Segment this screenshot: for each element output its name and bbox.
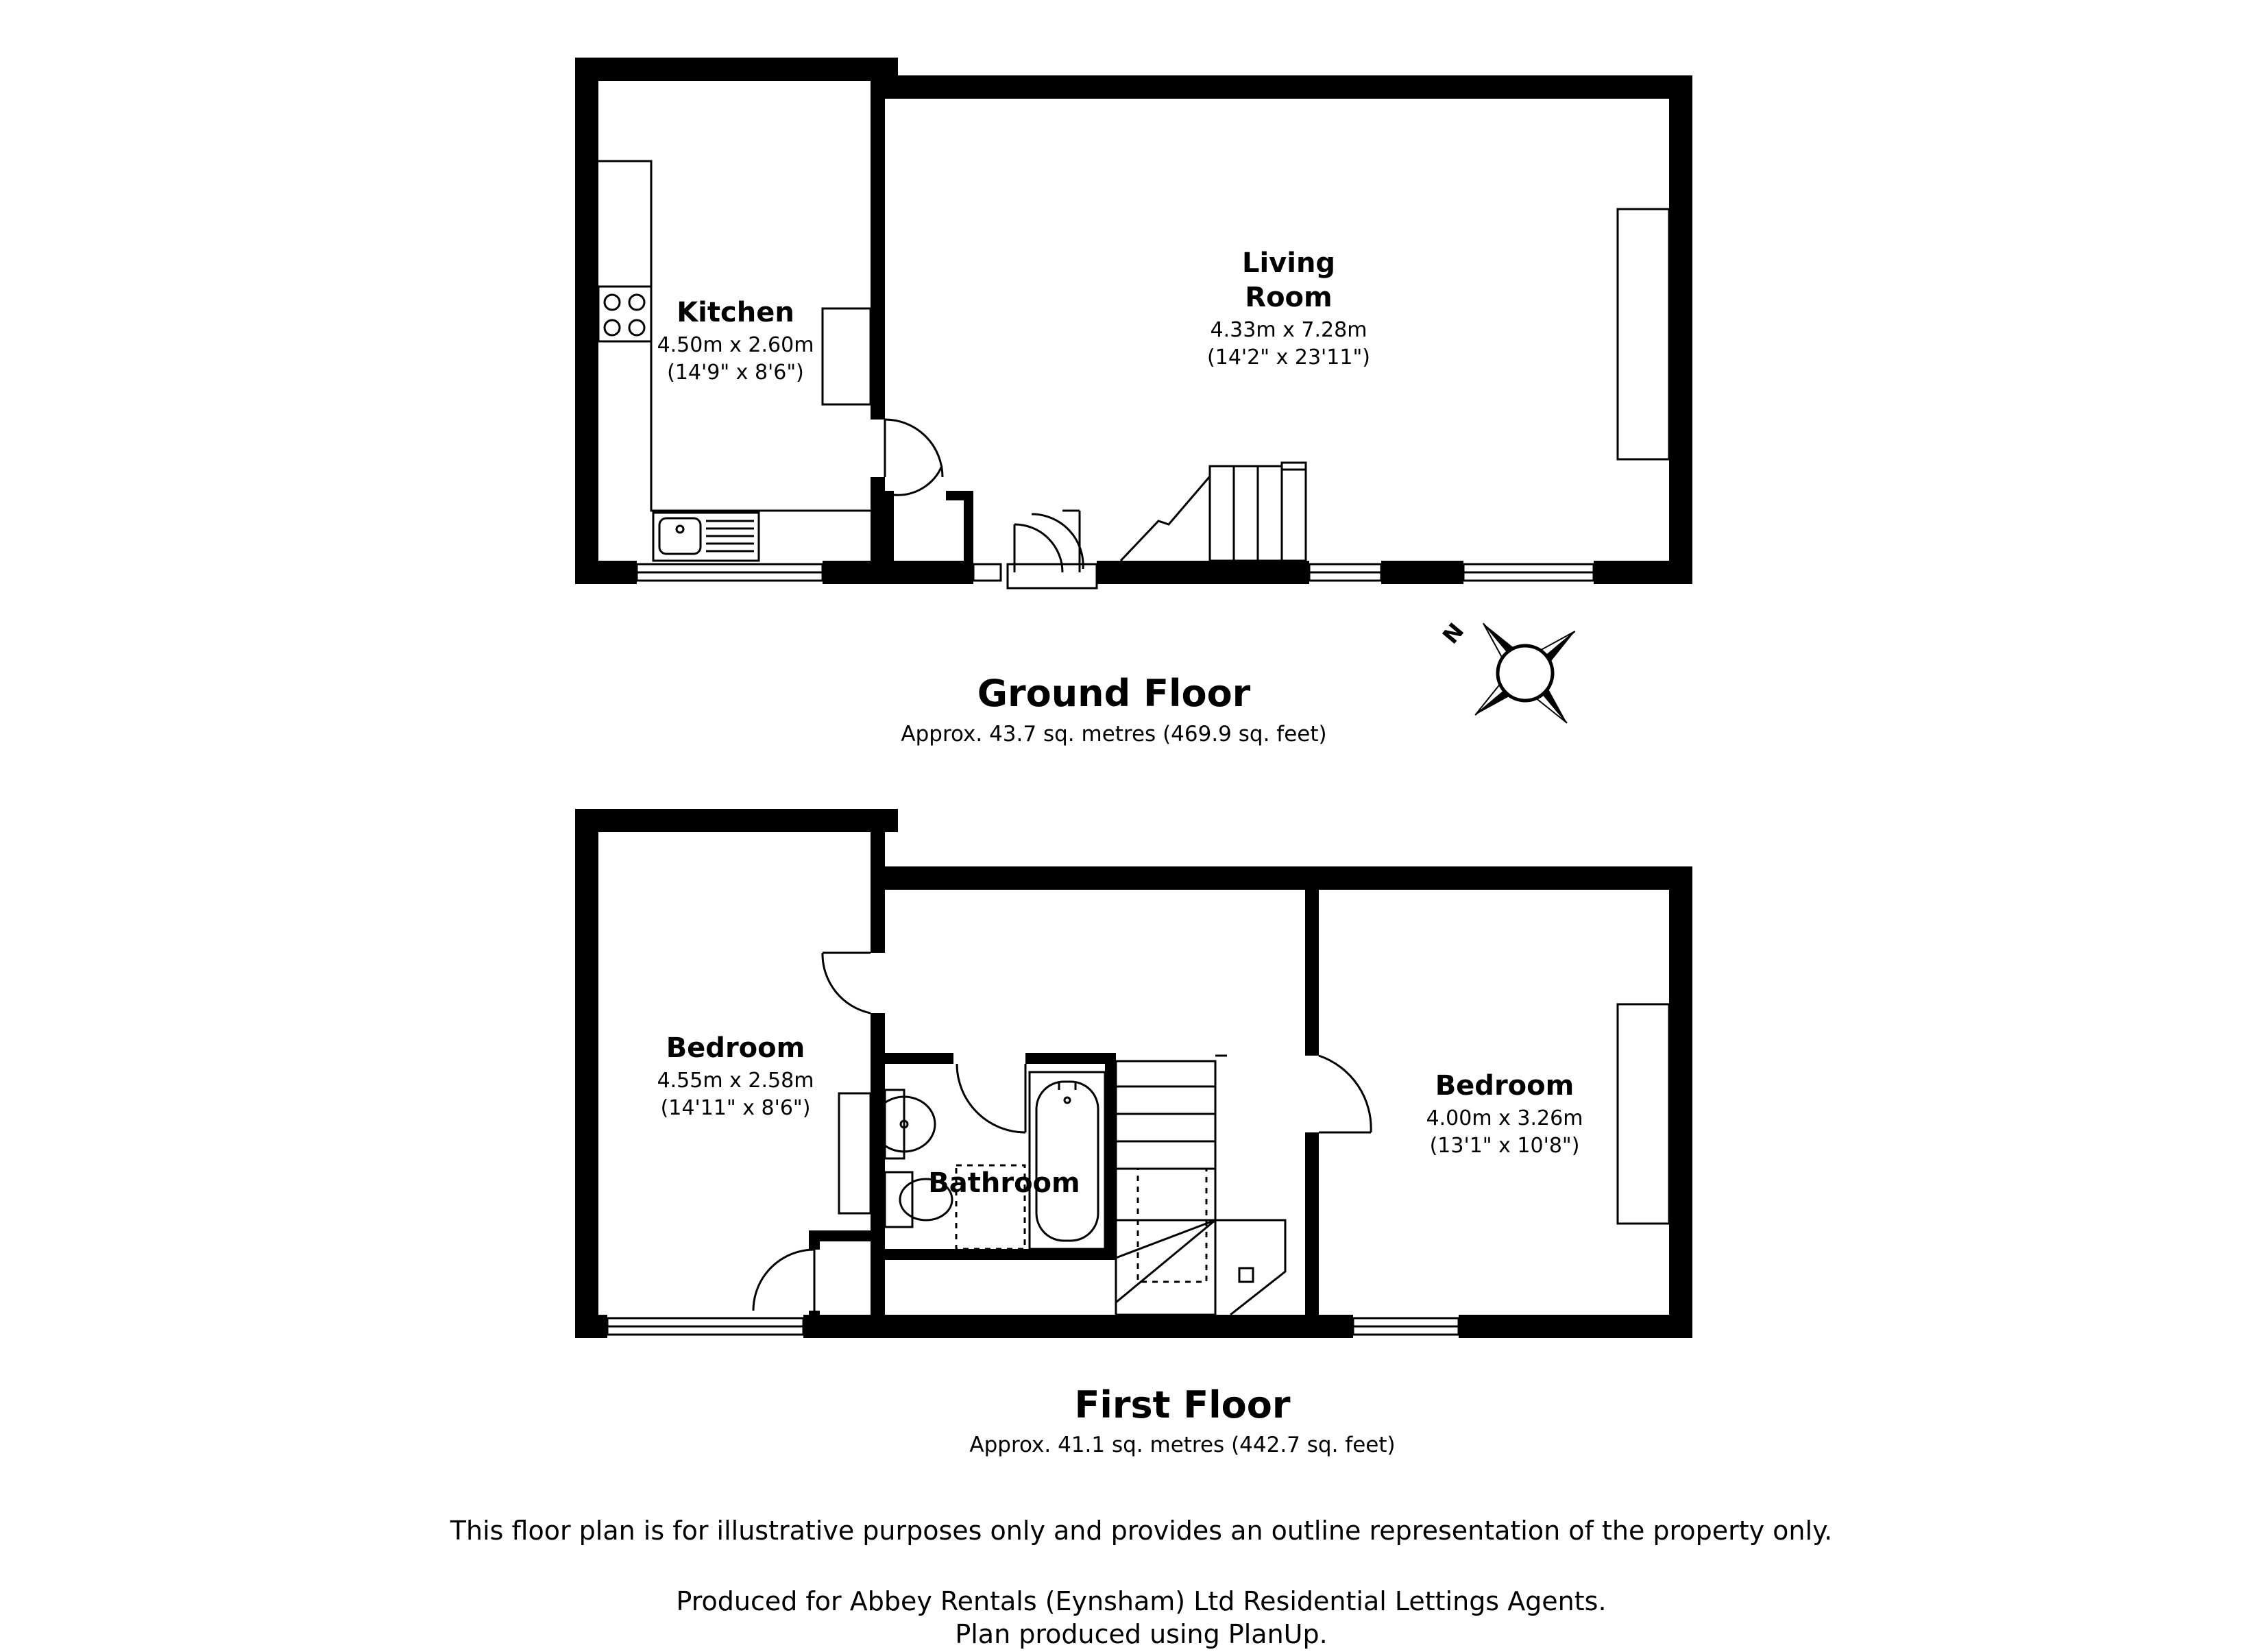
living-room-metric: 4.33m x 7.28m — [1210, 318, 1367, 342]
bedroom-left-name: Bedroom — [666, 1032, 805, 1064]
wardrobe-right — [1618, 1004, 1669, 1224]
ground-floor-title: Ground Floor — [977, 672, 1251, 715]
wardrobe-left — [839, 1093, 871, 1213]
kitchen-door-swing — [885, 420, 942, 495]
kitchen-name: Kitchen — [677, 297, 794, 328]
living-room-name-line1: Living — [1241, 247, 1336, 279]
compass-rose — [1433, 581, 1617, 765]
software-credit-text: Plan produced using PlanUp. — [955, 1619, 1328, 1649]
bathroom-name: Bathroom — [928, 1167, 1080, 1199]
bedroom-right-metric: 4.00m x 3.26m — [1426, 1106, 1583, 1130]
kitchen-imperial: (14'9" x 8'6") — [667, 361, 804, 385]
disclaimer-text: This floor plan is for illustrative purposes only and provides an outline representation of the property only. — [450, 1516, 1833, 1546]
bedroom-right-name: Bedroom — [1435, 1070, 1574, 1102]
first-floor-title: First Floor — [1074, 1383, 1291, 1426]
ground-floor-area: Approx. 43.7 sq. metres (469.9 sq. feet) — [901, 722, 1327, 746]
bedroom-left-metric: 4.55m x 2.58m — [657, 1069, 814, 1093]
ground-floor-plan — [575, 58, 1692, 765]
living-room-name-line2: Room — [1245, 282, 1333, 313]
kitchen-metric: 4.50m x 2.60m — [657, 333, 814, 357]
ground-floor-stairs — [1121, 463, 1306, 561]
living-room-unit — [1618, 209, 1669, 459]
compass-north-label: N — [1437, 618, 1470, 649]
bedroom-right-imperial: (13'1" x 10'8") — [1429, 1134, 1580, 1158]
produced-for-text: Produced for Abbey Rentals (Eynsham) Ltd Residential Lettings Agents. — [676, 1586, 1607, 1616]
first-floor-stairs — [1116, 1056, 1285, 1315]
living-room-imperial: (14'2" x 23'11") — [1207, 345, 1370, 369]
bathroom-fittings — [873, 1072, 1105, 1249]
first-floor-area: Approx. 41.1 sq. metres (442.7 sq. feet) — [969, 1433, 1396, 1457]
front-door — [973, 511, 1097, 588]
bedroom-left-imperial: (14'11" x 8'6") — [660, 1096, 811, 1120]
